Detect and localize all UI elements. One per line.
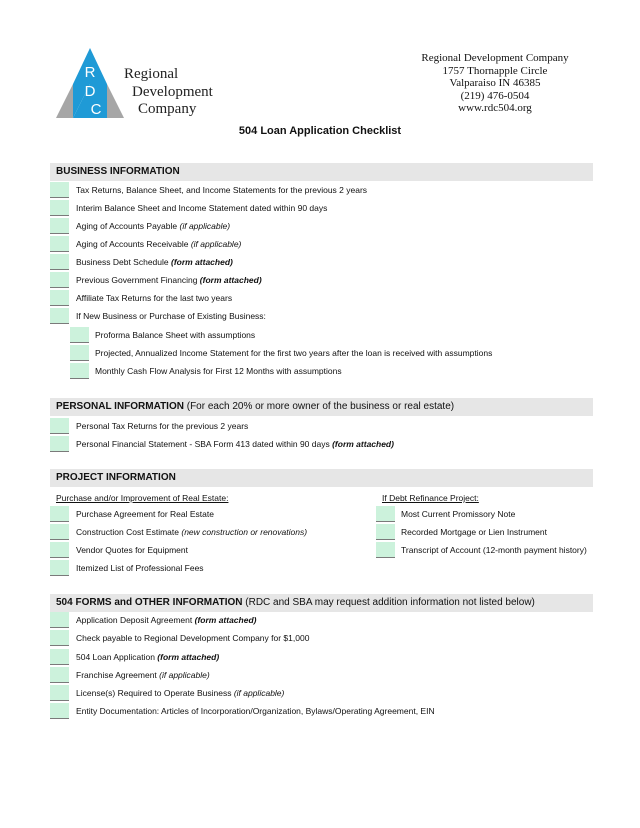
- rdc-logo: [52, 46, 213, 122]
- item-text: Vendor Quotes for Equipment: [76, 545, 188, 555]
- forms-heading-text: 504 FORMS and OTHER INFORMATION: [56, 597, 243, 608]
- checkbox[interactable]: [50, 290, 69, 306]
- item-text: Personal Tax Returns for the previous 2 years: [76, 421, 249, 431]
- item-note: (form attached): [199, 275, 262, 285]
- item-text: Tax Returns, Balance Sheet, and Income Statements for the previous 2 years: [76, 185, 368, 195]
- item-note: (if applicable): [190, 239, 242, 249]
- personal-heading-note: (For each 20% or more owner of the business or real estate): [183, 401, 455, 412]
- logo-name-line: Development: [132, 84, 213, 100]
- business-section-heading: [50, 163, 593, 181]
- item-text: Recorded Mortgage or Lien Instrument: [401, 527, 547, 537]
- checkbox[interactable]: [50, 182, 69, 198]
- checkbox[interactable]: [50, 612, 69, 628]
- item-text: Previous Government Financing: [76, 275, 200, 285]
- checkbox[interactable]: [50, 200, 69, 216]
- item-note: (if applicable): [159, 670, 210, 680]
- item-text: Purchase Agreement for Real Estate: [76, 509, 214, 519]
- forms-heading-note: (RDC and SBA may request addition information not listed below): [242, 597, 535, 608]
- project-heading-text: PROJECT INFORMATION: [56, 472, 176, 483]
- logo-letter-c: C: [90, 101, 102, 118]
- item-text: Projected, Annualized Income Statement for the first two years after the loan is received with assumptions: [95, 348, 493, 358]
- checkbox[interactable]: [50, 630, 69, 646]
- item-text: If New Business or Purchase of Existing Business:: [76, 311, 266, 321]
- item-text: Itemized List of Professional Fees: [76, 563, 204, 573]
- forms-section-heading: [50, 594, 593, 612]
- checkbox[interactable]: [70, 363, 89, 379]
- address-street: 1757 Thornapple Circle: [442, 64, 548, 77]
- logo-letter-d: D: [84, 83, 96, 100]
- checkbox[interactable]: [50, 649, 69, 665]
- checkbox[interactable]: [50, 308, 69, 324]
- checkbox[interactable]: [376, 506, 395, 522]
- item-note: (new construction or renovations): [181, 527, 308, 537]
- item-text: Application Deposit Agreement: [76, 615, 195, 625]
- item-note: (form attached): [170, 257, 233, 267]
- checkbox[interactable]: [50, 506, 69, 522]
- checkbox[interactable]: [50, 272, 69, 288]
- checkbox[interactable]: [50, 685, 69, 701]
- checkbox[interactable]: [70, 327, 89, 343]
- checkbox[interactable]: [50, 236, 69, 252]
- project-right-subhead: If Debt Refinance Project:: [382, 493, 479, 503]
- item-text: Personal Financial Statement - SBA Form 413 dated within 90 days: [76, 439, 333, 449]
- item-text: Entity Documentation: Articles of Incorporation/Organization, Bylaws/Operating Agreement, EIN: [76, 706, 435, 716]
- checkbox[interactable]: [50, 703, 69, 719]
- item-note: (form attached): [157, 652, 220, 662]
- checkbox[interactable]: [50, 218, 69, 234]
- item-text: Check payable to Regional Development Company for $1,000: [76, 633, 310, 643]
- address-city: Valparaiso IN 46385: [449, 77, 541, 89]
- personal-section-heading: [50, 398, 593, 416]
- page-title: 504 Loan Application Checklist: [238, 125, 402, 137]
- item-text: Franchise Agreement: [76, 670, 160, 680]
- item-text: Monthly Cash Flow Analysis for First 12 Months with assumptions: [95, 366, 342, 376]
- checkbox[interactable]: [50, 418, 69, 434]
- item-text: Most Current Promissory Note: [401, 509, 516, 519]
- checkbox[interactable]: [376, 542, 395, 558]
- checkbox[interactable]: [70, 345, 89, 361]
- address-phone: (219) 476-0504: [460, 89, 530, 102]
- project-left-subhead: Purchase and/or Improvement of Real Estate:: [56, 493, 229, 503]
- item-note: (form attached): [332, 439, 394, 449]
- item-text: Affiliate Tax Returns for the last two years: [76, 293, 233, 303]
- item-text: License(s) Required to Operate Business: [76, 688, 234, 698]
- project-section-heading: [50, 469, 593, 487]
- logo-name-line: Company: [138, 101, 197, 117]
- item-note: (form attached): [194, 615, 257, 625]
- company-address: [400, 52, 590, 115]
- item-text: Proforma Balance Sheet with assumptions: [95, 330, 256, 340]
- checkbox[interactable]: [50, 436, 69, 452]
- item-text: Business Debt Schedule: [76, 257, 171, 267]
- checkbox[interactable]: [50, 542, 69, 558]
- item-text: Interim Balance Sheet and Income Statement dated within 90 days: [76, 203, 328, 213]
- logo-name-line: Regional: [124, 66, 179, 82]
- checkbox[interactable]: [50, 254, 69, 270]
- address-company: Regional Development Company: [421, 52, 569, 64]
- checkbox[interactable]: [50, 524, 69, 540]
- logo-letter-r: R: [84, 64, 96, 81]
- personal-heading-text: PERSONAL INFORMATION: [56, 401, 184, 412]
- item-text: Construction Cost Estimate: [76, 527, 182, 537]
- address-website: www.rdc504.org: [458, 102, 532, 114]
- business-heading-text: BUSINESS INFORMATION: [56, 166, 180, 177]
- checkbox[interactable]: [376, 524, 395, 540]
- item-text: 504 Loan Application: [76, 652, 158, 662]
- checkbox[interactable]: [50, 667, 69, 683]
- item-note: (if applicable): [233, 688, 285, 698]
- checkbox[interactable]: [50, 560, 69, 576]
- item-text: Transcript of Account (12-month payment history): [401, 545, 587, 555]
- item-text: Aging of Accounts Receivable: [76, 239, 191, 249]
- item-text: Aging of Accounts Payable: [76, 221, 180, 231]
- item-note: (if applicable): [179, 221, 231, 231]
